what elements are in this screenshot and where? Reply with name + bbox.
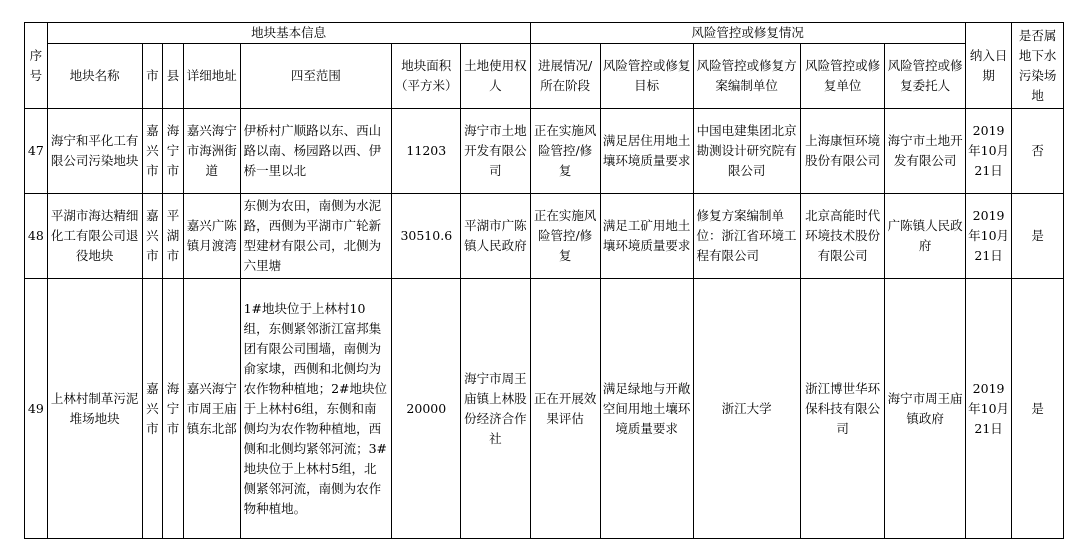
cell-owner: 海宁市周王庙镇上林股份经济合作社 <box>461 279 530 539</box>
cell-progress: 正在实施风险管控/修复 <box>530 109 600 194</box>
header-boundary: 四至范围 <box>240 44 392 109</box>
table-row <box>25 194 1064 279</box>
cell-date: 2019年10月21日 <box>965 109 1011 194</box>
header-row <box>25 44 1064 109</box>
header-group-row <box>25 23 1064 44</box>
cell-target: 满足绿地与开敞空间用地土壤环境质量要求 <box>600 279 693 539</box>
header-group-risk: 风险管控或修复情况 <box>530 23 965 44</box>
cell-plan-unit: 浙江大学 <box>693 279 800 539</box>
cell-boundary: 伊桥村广顺路以东、西山路以南、杨园路以西、伊桥一里以北 <box>240 109 392 194</box>
header-seq: 序号 <box>25 23 48 109</box>
header-client: 风险管控或修复委托人 <box>885 44 965 109</box>
table-row <box>25 109 1064 194</box>
cell-client: 海宁市土地开发有限公司 <box>885 109 965 194</box>
cell-boundary: 东侧为农田，南侧为水泥路，西侧为平湖市广轮新型建材有限公司，北侧为六里塘 <box>240 194 392 279</box>
cell-plan-unit: 修复方案编制单位：浙江省环境工程有限公司 <box>693 194 800 279</box>
cell-city: 嘉兴市 <box>142 279 163 539</box>
header-county: 县 <box>163 44 184 109</box>
header-address: 详细地址 <box>183 44 240 109</box>
cell-repair-unit: 上海康恒环境股份有限公司 <box>800 109 885 194</box>
cell-name: 平湖市海达精细化工有限公司退役地块 <box>47 194 142 279</box>
cell-repair-unit: 北京高能时代环境技术股份有限公司 <box>800 194 885 279</box>
cell-groundwater: 否 <box>1012 109 1064 194</box>
header-plan-unit: 风险管控或修复方案编制单位 <box>693 44 800 109</box>
cell-date: 2019年10月21日 <box>965 194 1011 279</box>
header-city: 市 <box>142 44 163 109</box>
cell-groundwater: 是 <box>1012 194 1064 279</box>
cell-owner: 海宁市土地开发有限公司 <box>461 109 530 194</box>
header-progress: 进展情况/所在阶段 <box>530 44 600 109</box>
header-repair-unit: 风险管控或修复单位 <box>800 44 885 109</box>
cell-progress: 正在开展效果评估 <box>530 279 600 539</box>
cell-target: 满足工矿用地土壤环境质量要求 <box>600 194 693 279</box>
cell-city: 嘉兴市 <box>142 109 163 194</box>
cell-county: 平湖市 <box>163 194 184 279</box>
header-date: 纳入日期 <box>965 23 1011 109</box>
table-row <box>25 279 1064 539</box>
cell-area: 30510.6 <box>392 194 461 279</box>
cell-seq: 47 <box>25 109 48 194</box>
cell-client: 海宁市周王庙镇政府 <box>885 279 965 539</box>
cell-area: 20000 <box>392 279 461 539</box>
header-area: 地块面积（平方米） <box>392 44 461 109</box>
cell-seq: 48 <box>25 194 48 279</box>
header-target: 风险管控或修复目标 <box>600 44 693 109</box>
cell-owner: 平湖市广陈镇人民政府 <box>461 194 530 279</box>
header-name: 地块名称 <box>47 44 142 109</box>
cell-target: 满足居住用地土壤环境质量要求 <box>600 109 693 194</box>
cell-name: 海宁和平化工有限公司污染地块 <box>47 109 142 194</box>
cell-groundwater: 是 <box>1012 279 1064 539</box>
cell-date: 2019年10月21日 <box>965 279 1011 539</box>
header-group-basic: 地块基本信息 <box>47 23 530 44</box>
cell-address: 嘉兴海宁市海洲街道 <box>183 109 240 194</box>
cell-name: 上林村制革污泥堆场地块 <box>47 279 142 539</box>
cell-progress: 正在实施风险管控/修复 <box>530 194 600 279</box>
cell-city: 嘉兴市 <box>142 194 163 279</box>
cell-plan-unit: 中国电建集团北京勘测设计研究院有限公司 <box>693 109 800 194</box>
cell-client: 广陈镇人民政府 <box>885 194 965 279</box>
cell-address: 嘉兴海宁市周王庙镇东北部 <box>183 279 240 539</box>
cell-area: 11203 <box>392 109 461 194</box>
cell-seq: 49 <box>25 279 48 539</box>
header-owner: 土地使用权人 <box>461 44 530 109</box>
cell-county: 海宁市 <box>163 279 184 539</box>
land-plot-table <box>24 22 1064 539</box>
header-groundwater: 是否属地下水污染场地 <box>1012 23 1064 109</box>
cell-county: 海宁市 <box>163 109 184 194</box>
cell-address: 嘉兴广陈镇月渡湾 <box>183 194 240 279</box>
cell-repair-unit: 浙江博世华环保科技有限公司 <box>800 279 885 539</box>
cell-boundary: 1#地块位于上林村10组，东侧紧邻浙江富邦集团有限公司围墙，南侧为俞家埭，西侧和北侧均为农作物种植地；2#地块位于上林村6组，东侧和南侧均为农作物种植地，西侧和北侧均紧邻河流；3#地块位于上林村5组，北侧紧邻河流，南侧为农作物种植地。 <box>240 279 392 539</box>
